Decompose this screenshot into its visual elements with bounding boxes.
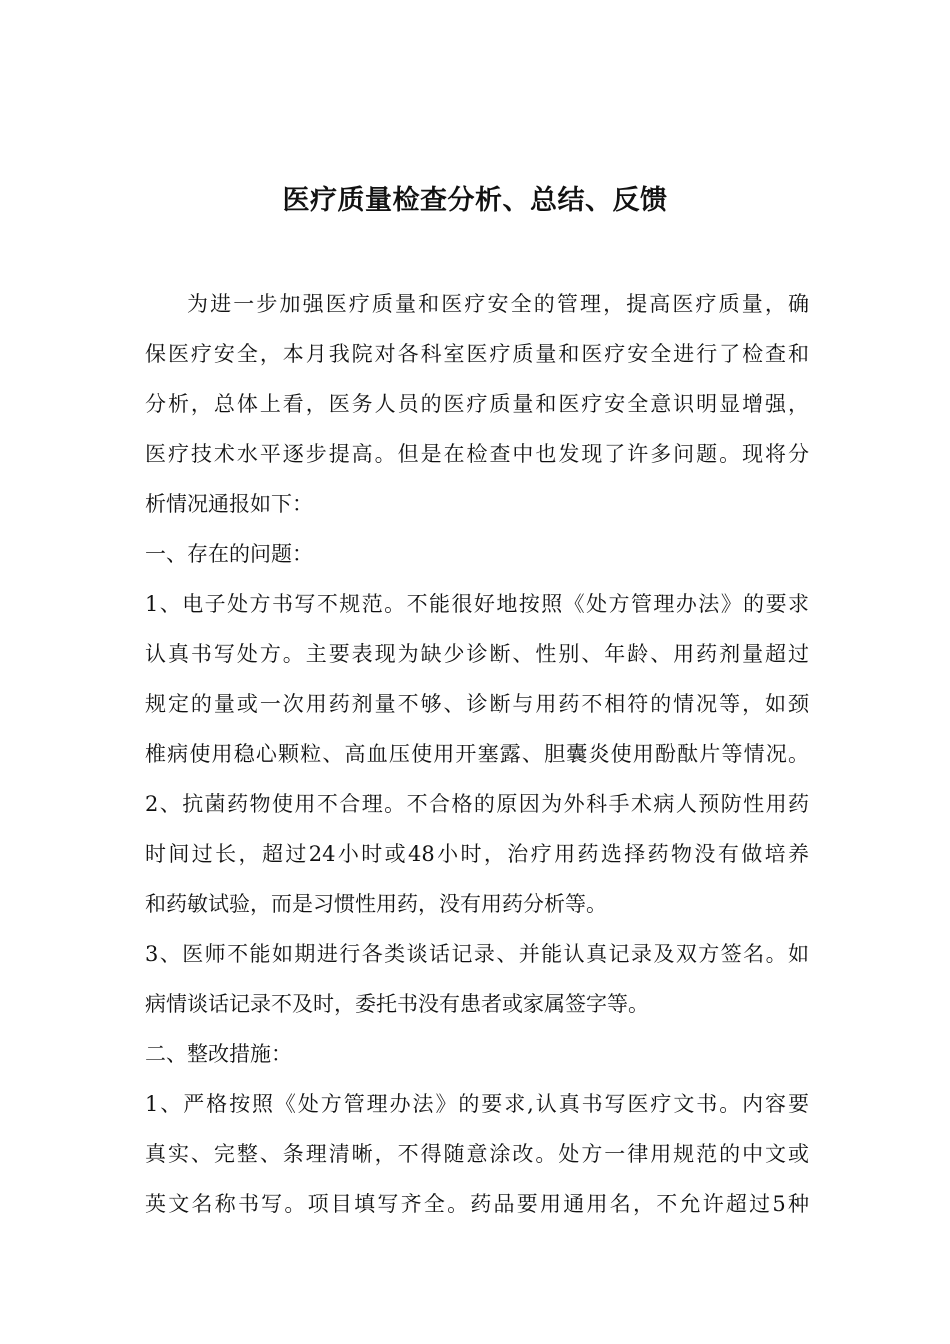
text-line: 保医疗安全，本月我院对各科室医疗质量和医疗安全进行了检查和 — [145, 342, 809, 366]
text-line: 认真书写处方。主要表现为缺少诊断、性别、年龄、用药剂量超过 — [145, 642, 809, 666]
text-line: 病情谈话记录不及时，委托书没有患者或家属签字等。 — [145, 992, 649, 1016]
text-line: 医疗技术水平逐步提高。但是在检查中也发现了许多问题。现将分 — [145, 442, 809, 466]
text-line: 时间过长，超过24小时或48小时，治疗用药选择药物没有做培养 — [145, 842, 809, 866]
text-line: 真实、完整、条理清晰，不得随意涂改。处方一律用规范的中文或 — [145, 1142, 809, 1166]
text-line: 英文名称书写。项目填写齐全。药品要用通用名，不允许超过5种 — [145, 1192, 809, 1216]
text-line: 1、电子处方书写不规范。不能很好地按照《处方管理办法》的要求 — [145, 592, 809, 616]
text-line: 二、整改措施： — [145, 1042, 292, 1066]
text-line: 1、严格按照《处方管理办法》的要求,认真书写医疗文书。内容要 — [145, 1092, 809, 1116]
text-line: 分析，总体上看，医务人员的医疗质量和医疗安全意识明显增强， — [145, 392, 809, 416]
document-title: 医疗质量检查分析、总结、反馈 — [282, 185, 668, 216]
text-line: 和药敏试验，而是习惯性用药，没有用药分析等。 — [145, 892, 607, 916]
text-line: 2、抗菌药物使用不合理。不合格的原因为外科手术病人预防性用药 — [145, 792, 809, 816]
text-line: 椎病使用稳心颗粒、高血压使用开塞露、胆囊炎使用酚酞片等情况。 — [145, 742, 809, 766]
text-line: 为进一步加强医疗质量和医疗安全的管理，提高医疗质量，确 — [187, 292, 809, 316]
text-line: 规定的量或一次用药剂量不够、诊断与用药不相符的情况等，如颈 — [145, 692, 809, 716]
document-body — [145, 279, 809, 1229]
text-line: 3、医师不能如期进行各类谈话记录、并能认真记录及双方签名。如 — [145, 942, 809, 966]
text-line: 析情况通报如下： — [145, 492, 313, 516]
text-line: 一、存在的问题： — [145, 542, 313, 566]
